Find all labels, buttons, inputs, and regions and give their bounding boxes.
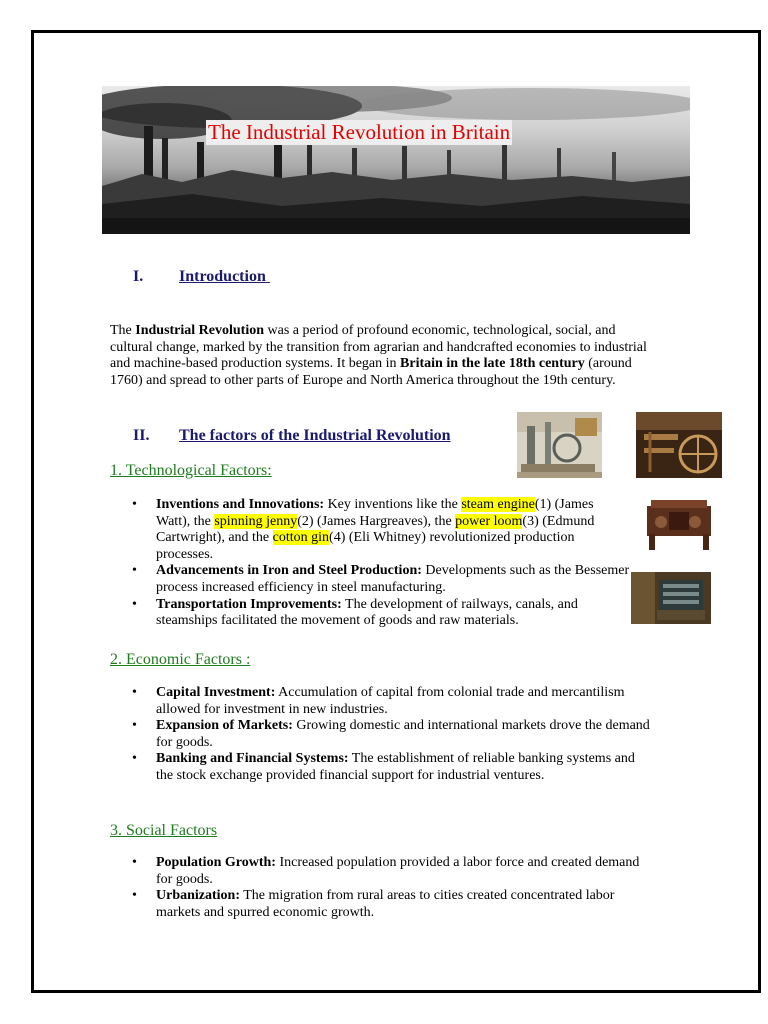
item-label: Advancements in Iron and Steel Production: xyxy=(156,563,422,579)
intro-text: (around 1760) and spread to other parts of Europe and North America throughout the 19th century. xyxy=(110,356,632,388)
item-label: Urbanization: xyxy=(156,888,240,904)
section-number: I. xyxy=(133,268,144,285)
intro-bold: Industrial Revolution xyxy=(135,323,265,338)
list-item xyxy=(110,751,655,784)
tech-factors-list xyxy=(110,497,630,630)
item-text: The establishment of reliable banking systems and the stock exchange provided financial support for industrial ventures. xyxy=(156,751,635,783)
item-text: Increased population provided a labor force and created demand for goods. xyxy=(156,855,640,887)
economic-factors-heading: 2. Economic Factors : xyxy=(110,651,251,668)
list-item xyxy=(110,597,630,630)
section-title: Introduction xyxy=(179,268,266,285)
item-label: Expansion of Markets: xyxy=(156,718,293,734)
spinning-jenny-image xyxy=(636,412,722,478)
item-text: Key inventions like the xyxy=(324,497,462,512)
list-item xyxy=(110,563,630,596)
highlighted-term: steam engine xyxy=(461,497,535,512)
intro-text: was a period of profound economic, technological, social, and cultural change, marked by the transition from agrarian and handcrafted economies to industrial and machine-based production systems. It began in xyxy=(110,323,647,371)
document-title: The Industrial Revolution in Britain xyxy=(208,120,511,144)
item-label: Population Growth: xyxy=(156,855,276,870)
item-text: (2) (James Hargreaves), the xyxy=(297,513,456,529)
highlighted-term: spinning jenny xyxy=(214,513,298,529)
section-factors-heading xyxy=(133,426,451,446)
banner-image xyxy=(102,86,690,234)
list-item xyxy=(110,685,655,718)
list-item xyxy=(110,718,655,751)
item-text: Growing domestic and international markets drove the demand for goods. xyxy=(156,718,650,750)
intro-paragraph xyxy=(110,323,655,389)
item-text: Accumulation of capital from colonial trade and mercantilism allowed for investment in new industries. xyxy=(156,685,625,717)
item-text: (3) (Edmund Cartwright), and the xyxy=(156,513,595,546)
intro-bold: Britain in the late 18th century xyxy=(400,356,585,371)
item-text: (1) (James Watt), the xyxy=(156,497,594,529)
section-number: II. xyxy=(133,427,150,444)
steam-engine-image xyxy=(517,412,602,478)
item-label: Banking and Financial Systems: xyxy=(156,751,349,767)
list-item xyxy=(110,888,655,921)
power-loom-image xyxy=(635,490,723,556)
item-label: Capital Investment: xyxy=(156,685,276,700)
list-item xyxy=(110,497,630,563)
item-text: Developments such as the Bessemer process increased efficiency in steel manufacturing. xyxy=(156,563,630,595)
item-text: (4) (Eli Whitney) revolutionized production processes. xyxy=(156,530,575,562)
social-factors-list xyxy=(110,855,655,921)
social-factors-heading: 3. Social Factors xyxy=(110,822,218,839)
section-intro-heading xyxy=(133,267,270,287)
factory-skyline-image xyxy=(102,86,690,234)
intro-text: The xyxy=(110,323,136,338)
highlighted-term: cotton gin xyxy=(272,530,330,546)
item-text: The development of railways, canals, and steamships facilitated the movement of goods and raw materials. xyxy=(156,596,578,629)
section-title: The factors of the Industrial Revolution xyxy=(179,427,451,444)
economic-factors-list xyxy=(110,685,655,785)
item-label: Transportation Improvements: xyxy=(156,596,342,612)
cotton-gin-image xyxy=(631,572,711,624)
item-text: The migration from rural areas to cities created concentrated labor markets and spurred economic growth. xyxy=(156,888,615,920)
list-item xyxy=(110,855,655,888)
highlighted-term: power loom xyxy=(455,513,523,529)
tech-factors-heading: 1. Technological Factors: xyxy=(110,462,272,479)
item-label: Inventions and Innovations: xyxy=(156,497,325,512)
